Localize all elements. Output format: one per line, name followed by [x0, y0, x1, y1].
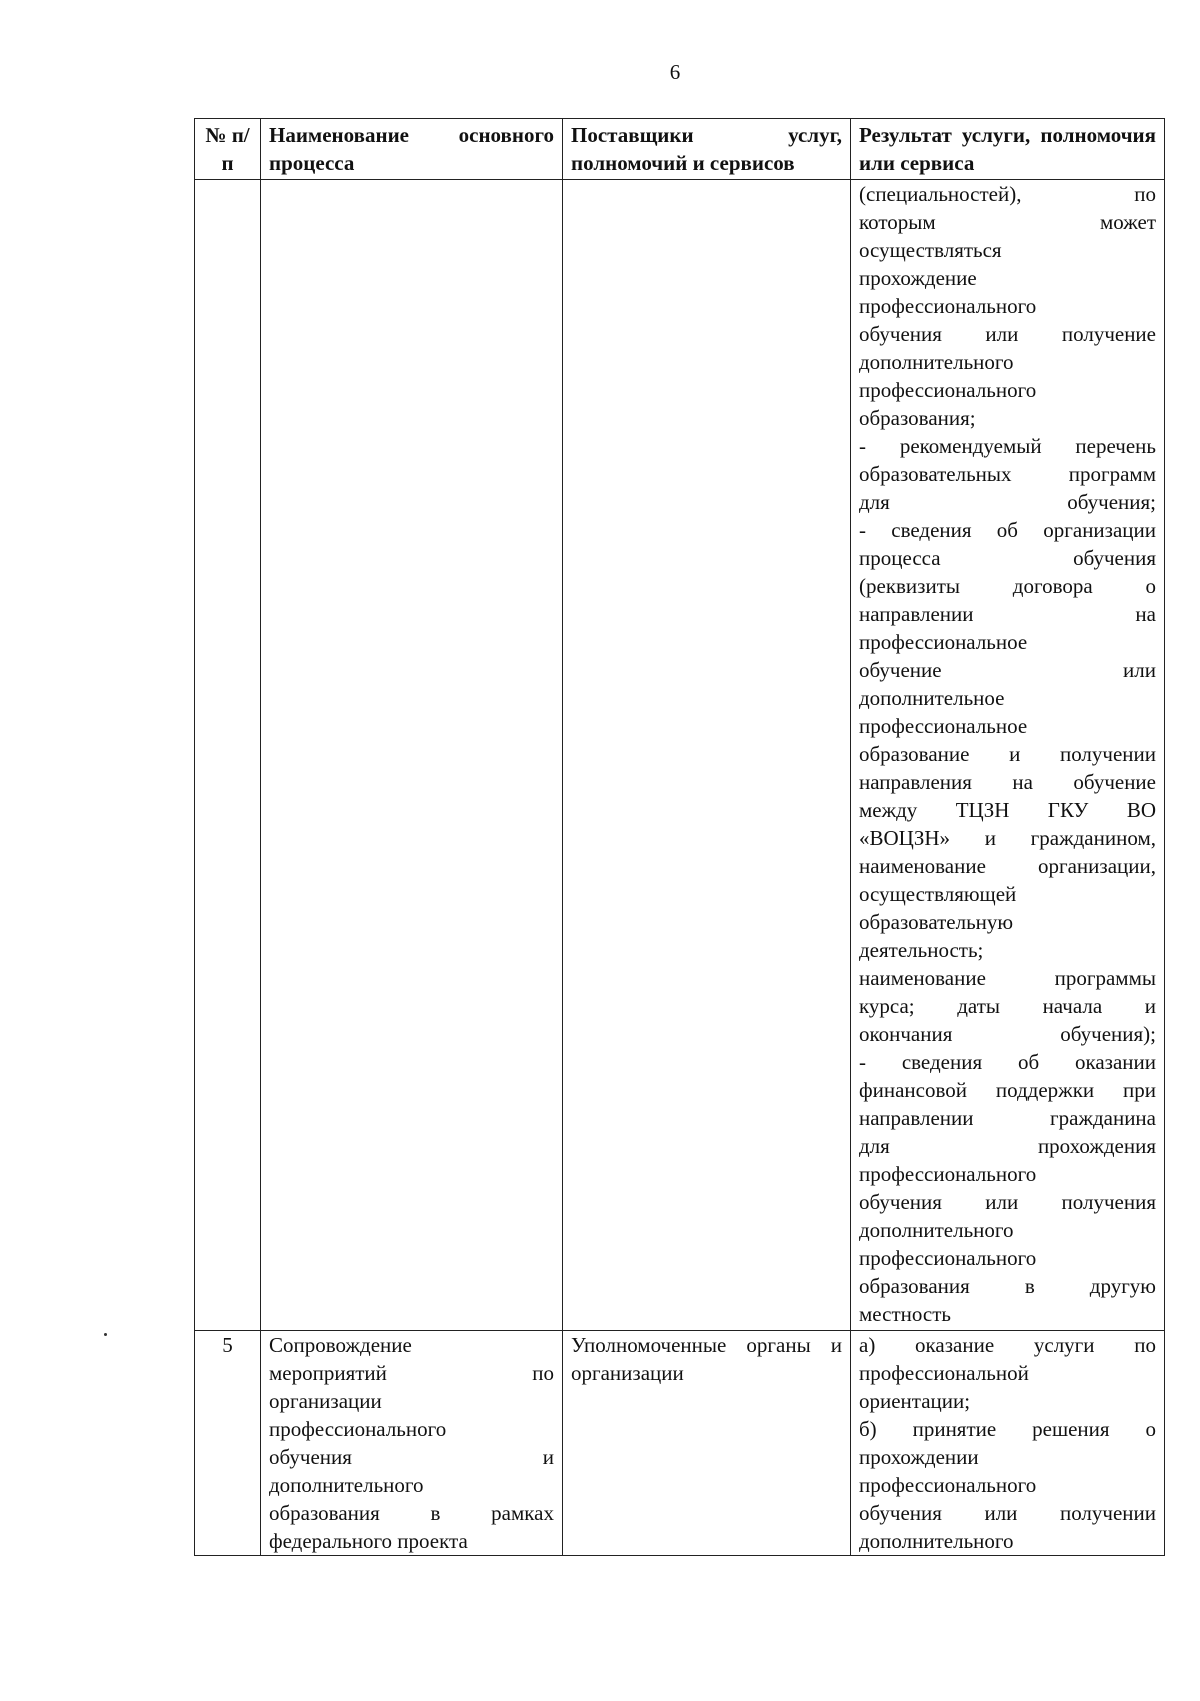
row-result-cell: [851, 1331, 1165, 1556]
text-line: местность: [859, 1302, 951, 1326]
text-line: обучения или получения: [859, 1190, 1156, 1214]
text-line: обучения или получении: [859, 1501, 1156, 1525]
text-line: профессионального: [859, 1246, 1037, 1270]
row-result-cell: [851, 180, 1165, 1331]
text-line: наименование программы: [859, 966, 1156, 990]
table-header-row: [195, 119, 1165, 180]
text-line: осуществляющей: [859, 882, 1017, 906]
text-line: прохождении: [859, 1445, 979, 1469]
text-line: - сведения об организации: [859, 518, 1156, 542]
text-line: дополнительного: [859, 1529, 1014, 1553]
text-line: - сведения об оказании: [859, 1050, 1156, 1074]
text-line: Сопровождение: [269, 1333, 412, 1357]
text-line: (реквизиты договора о: [859, 574, 1156, 598]
process-table: [194, 118, 1165, 1556]
row-process-cell: [261, 180, 563, 1331]
text-line: образования;: [859, 406, 976, 430]
text-line: для обучения;: [859, 490, 1156, 514]
text-line: для прохождения: [859, 1134, 1156, 1158]
text-line: обучения и: [269, 1445, 554, 1469]
text-line: мероприятий по: [269, 1361, 554, 1385]
row-process-cell: [261, 1331, 563, 1556]
result-lines: [859, 1331, 1156, 1555]
text-line: направления на обучение: [859, 770, 1156, 794]
text-line: профессиональное: [859, 630, 1028, 654]
text-line: ориентации;: [859, 1389, 971, 1413]
text-line: образовательную: [859, 910, 1014, 934]
text-line: (специальностей), по: [859, 182, 1156, 206]
text-line: направлении на: [859, 602, 1156, 626]
result-lines: [859, 180, 1156, 1328]
text-line: образования в рамках: [269, 1501, 554, 1525]
scan-mark: [104, 1333, 107, 1336]
text-line: федерального проекта: [269, 1529, 468, 1553]
text-line: осуществляться: [859, 238, 1002, 262]
text-line: процесса обучения: [859, 546, 1156, 570]
row-num-cell: [195, 180, 261, 1331]
text-line: образование и получении: [859, 742, 1156, 766]
text-line: окончания обучения);: [859, 1022, 1156, 1046]
text-line: которым может: [859, 210, 1156, 234]
text-line: профессиональной: [859, 1361, 1029, 1385]
text-line: между ТЦЗН ГКУ ВО: [859, 798, 1156, 822]
text-line: обучения или получение: [859, 322, 1156, 346]
text-line: финансовой поддержки при: [859, 1078, 1156, 1102]
table-row: [195, 1331, 1165, 1556]
text-line: - рекомендуемый перечень: [859, 434, 1156, 458]
text-line: организации: [269, 1389, 382, 1413]
text-line: направлении гражданина: [859, 1106, 1156, 1130]
text-line: профессионального: [859, 294, 1037, 318]
text-line: профессионального: [859, 378, 1037, 402]
page-number: 6: [669, 60, 681, 84]
text-line: «ВОЦЗН» и гражданином,: [859, 826, 1156, 850]
text-line: дополнительного: [859, 1218, 1014, 1242]
text-line: обучение или: [859, 658, 1156, 682]
text-line: дополнительного: [859, 350, 1014, 374]
text-line: профессионального: [859, 1473, 1037, 1497]
row-providers-cell: [563, 180, 851, 1331]
header-result: Результат услуги, полномочия или сервиса: [851, 119, 1165, 180]
text-line: прохождение: [859, 266, 977, 290]
text-line: образовательных программ: [859, 462, 1156, 486]
text-line: дополнительное: [859, 686, 1005, 710]
header-num: № п/п: [195, 119, 261, 180]
table-row: [195, 180, 1165, 1331]
text-line: профессионального: [859, 1162, 1037, 1186]
row-providers-cell: Уполномоченные органы и организации: [563, 1331, 851, 1556]
text-line: б) принятие решения о: [859, 1417, 1156, 1441]
text-line: образования в другую: [859, 1274, 1156, 1298]
text-line: деятельность;: [859, 938, 984, 962]
header-process: Наименование основного процесса: [261, 119, 563, 180]
row-num-cell: 5: [195, 1331, 261, 1556]
header-providers: Поставщики услуг, полномочий и сервисов: [563, 119, 851, 180]
text-line: дополнительного: [269, 1473, 424, 1497]
text-line: наименование организации,: [859, 854, 1156, 878]
text-line: а) оказание услуги по: [859, 1333, 1156, 1357]
text-line: курса; даты начала и: [859, 994, 1156, 1018]
text-line: профессиональное: [859, 714, 1028, 738]
process-lines: [269, 1331, 554, 1555]
text-line: профессионального: [269, 1417, 447, 1441]
